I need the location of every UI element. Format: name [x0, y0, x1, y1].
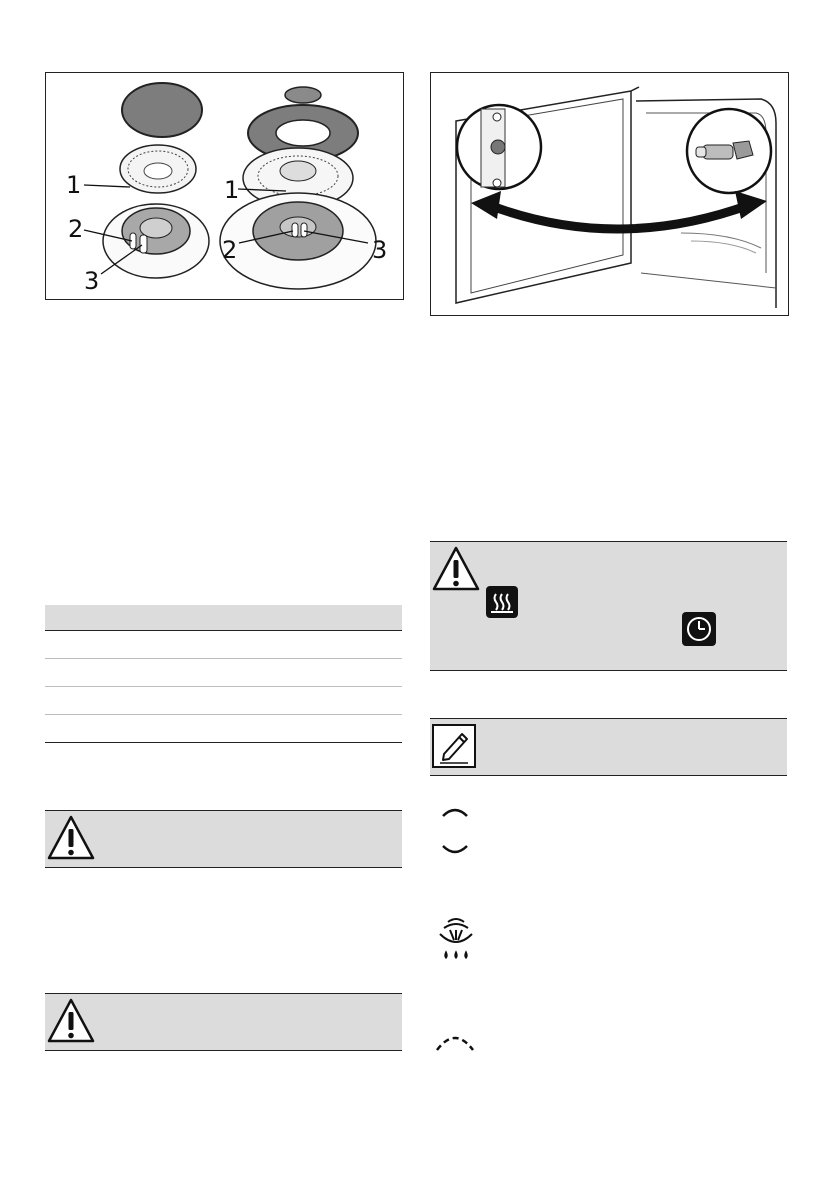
warning-triangle-icon [47, 815, 95, 861]
table-row-rule [45, 686, 402, 687]
clock-icon [682, 612, 716, 646]
circle-arc-symbol-icon [440, 806, 470, 858]
warning-box-1 [45, 810, 402, 868]
warning-box-2 [45, 993, 402, 1051]
warning-triangle-icon [47, 998, 95, 1044]
dashed-arc-symbol-icon [434, 1030, 476, 1054]
oven-door-figure [430, 72, 789, 316]
table-bottom-rule [45, 742, 402, 743]
callout-2-left: 2 [68, 215, 84, 243]
oven-door-illustration [431, 73, 788, 315]
note-box [430, 718, 787, 776]
callout-3-left: 3 [84, 267, 100, 295]
table-header-rule [45, 630, 402, 631]
note-pencil-icon [432, 724, 476, 768]
bottom-heat-symbol-icon [486, 586, 518, 618]
table-row-rule [45, 714, 402, 715]
table-row-rule [45, 658, 402, 659]
callout-2-right: 2 [222, 236, 238, 264]
callout-1-right: 1 [224, 176, 240, 204]
steam-symbol-icon [436, 912, 476, 966]
callout-3-right: 3 [372, 236, 388, 264]
table-header-row [45, 605, 402, 630]
callout-1-left: 1 [66, 171, 82, 199]
warning-triangle-icon [432, 546, 480, 592]
warning-box-right [430, 541, 787, 671]
burner-parts-figure [45, 72, 404, 300]
